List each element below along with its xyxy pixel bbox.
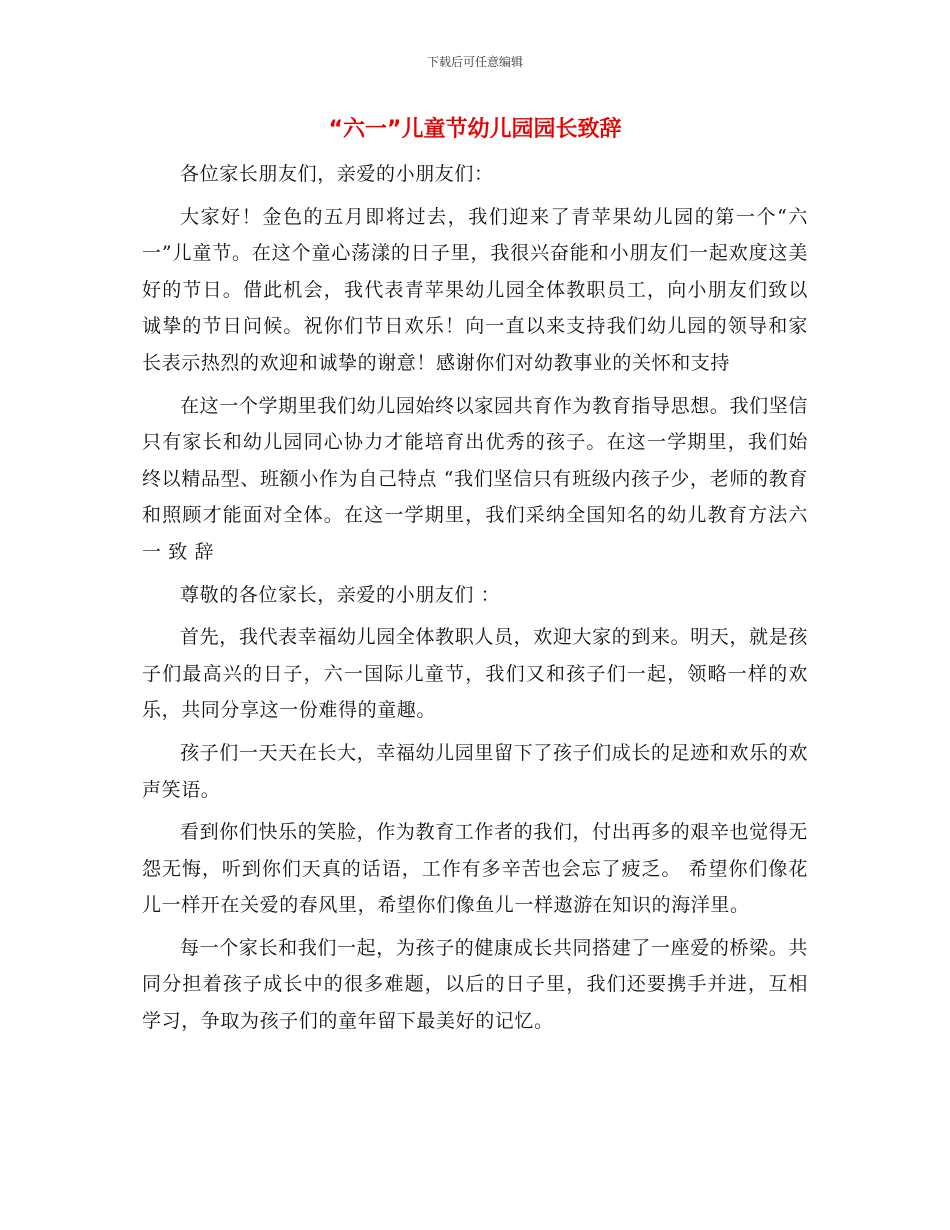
paragraph-greeting-2: 尊敬的各位家长，亲爱的小朋友们 ： xyxy=(180,583,501,606)
document-body xyxy=(142,156,808,1046)
paragraph-greeting: 各位家长朋友们，亲爱的小朋友们： xyxy=(180,163,494,185)
paragraph-closing: 每一个家长和我们一起，为孩子的健康成长共同搭建了一座爱的桥梁。共同分担着孩子成长中的很多难题，以后的日子里，我们还要携手并进，互相学习，争取为孩子们的童年留下最美好的记忆。 xyxy=(142,936,808,1033)
document-title: “六一”儿童节幼儿园园长致辞 xyxy=(328,117,622,142)
paragraph-wishes: 看到你们快乐的笑脸，作为教育工作者的我们，付出再多的艰辛也觉得无怨无悔，听到你们天真的话语，工作有多辛苦也会忘了疲乏。 希望你们像花儿一样开在关爱的春风里，希望你们像鱼儿一样遨游在知识的海洋里。 xyxy=(142,821,808,917)
paragraph-welcome: 首先，我代表幸福幼儿园全体教职人员，欢迎大家的到来。明天，就是孩子们最高兴的日子，六一国际儿童节，我们又和孩子们一起，领略一样的欢乐，共同分享这一份难得的童趣。 xyxy=(142,626,808,722)
paragraph-semester: 在这一个学期里我们幼儿园始终以家园共育作为教育指导思想。我们坚信只有家长和幼儿园同心协力才能培育出优秀的孩子。在这一学期里，我们始终以精品型、班额小作为自己特点 “我们坚信只有班级内孩子少，老师的教育和照顾才能面对全体。在这一学期里，我们采纳全国知名的幼儿教育方法六 一 致 辞 xyxy=(142,394,808,563)
header-note: 下载后可任意编辑 xyxy=(426,55,523,69)
paragraph-opening: 大家好！金色的五月即将过去，我们迎来了青苹果幼儿园的第一个“六一”儿童节。在这个童心荡漾的日子里，我很兴奋能和小朋友们一起欢度这美好的节日。借此机会，我代表青苹果幼儿园全体教职员工，向小朋友们致以诚挚的节日问候。祝你们节日欢乐！向一直以来支持我们幼儿园的领导和家长表示热烈的欢迎和诚挚的谢意！感谢你们对幼教事业的关怀和支持 xyxy=(142,205,808,374)
paragraph-growth: 孩子们一天天在长大，幸福幼儿园里留下了孩子们成长的足迹和欢乐的欢声笑语。 xyxy=(142,741,808,801)
